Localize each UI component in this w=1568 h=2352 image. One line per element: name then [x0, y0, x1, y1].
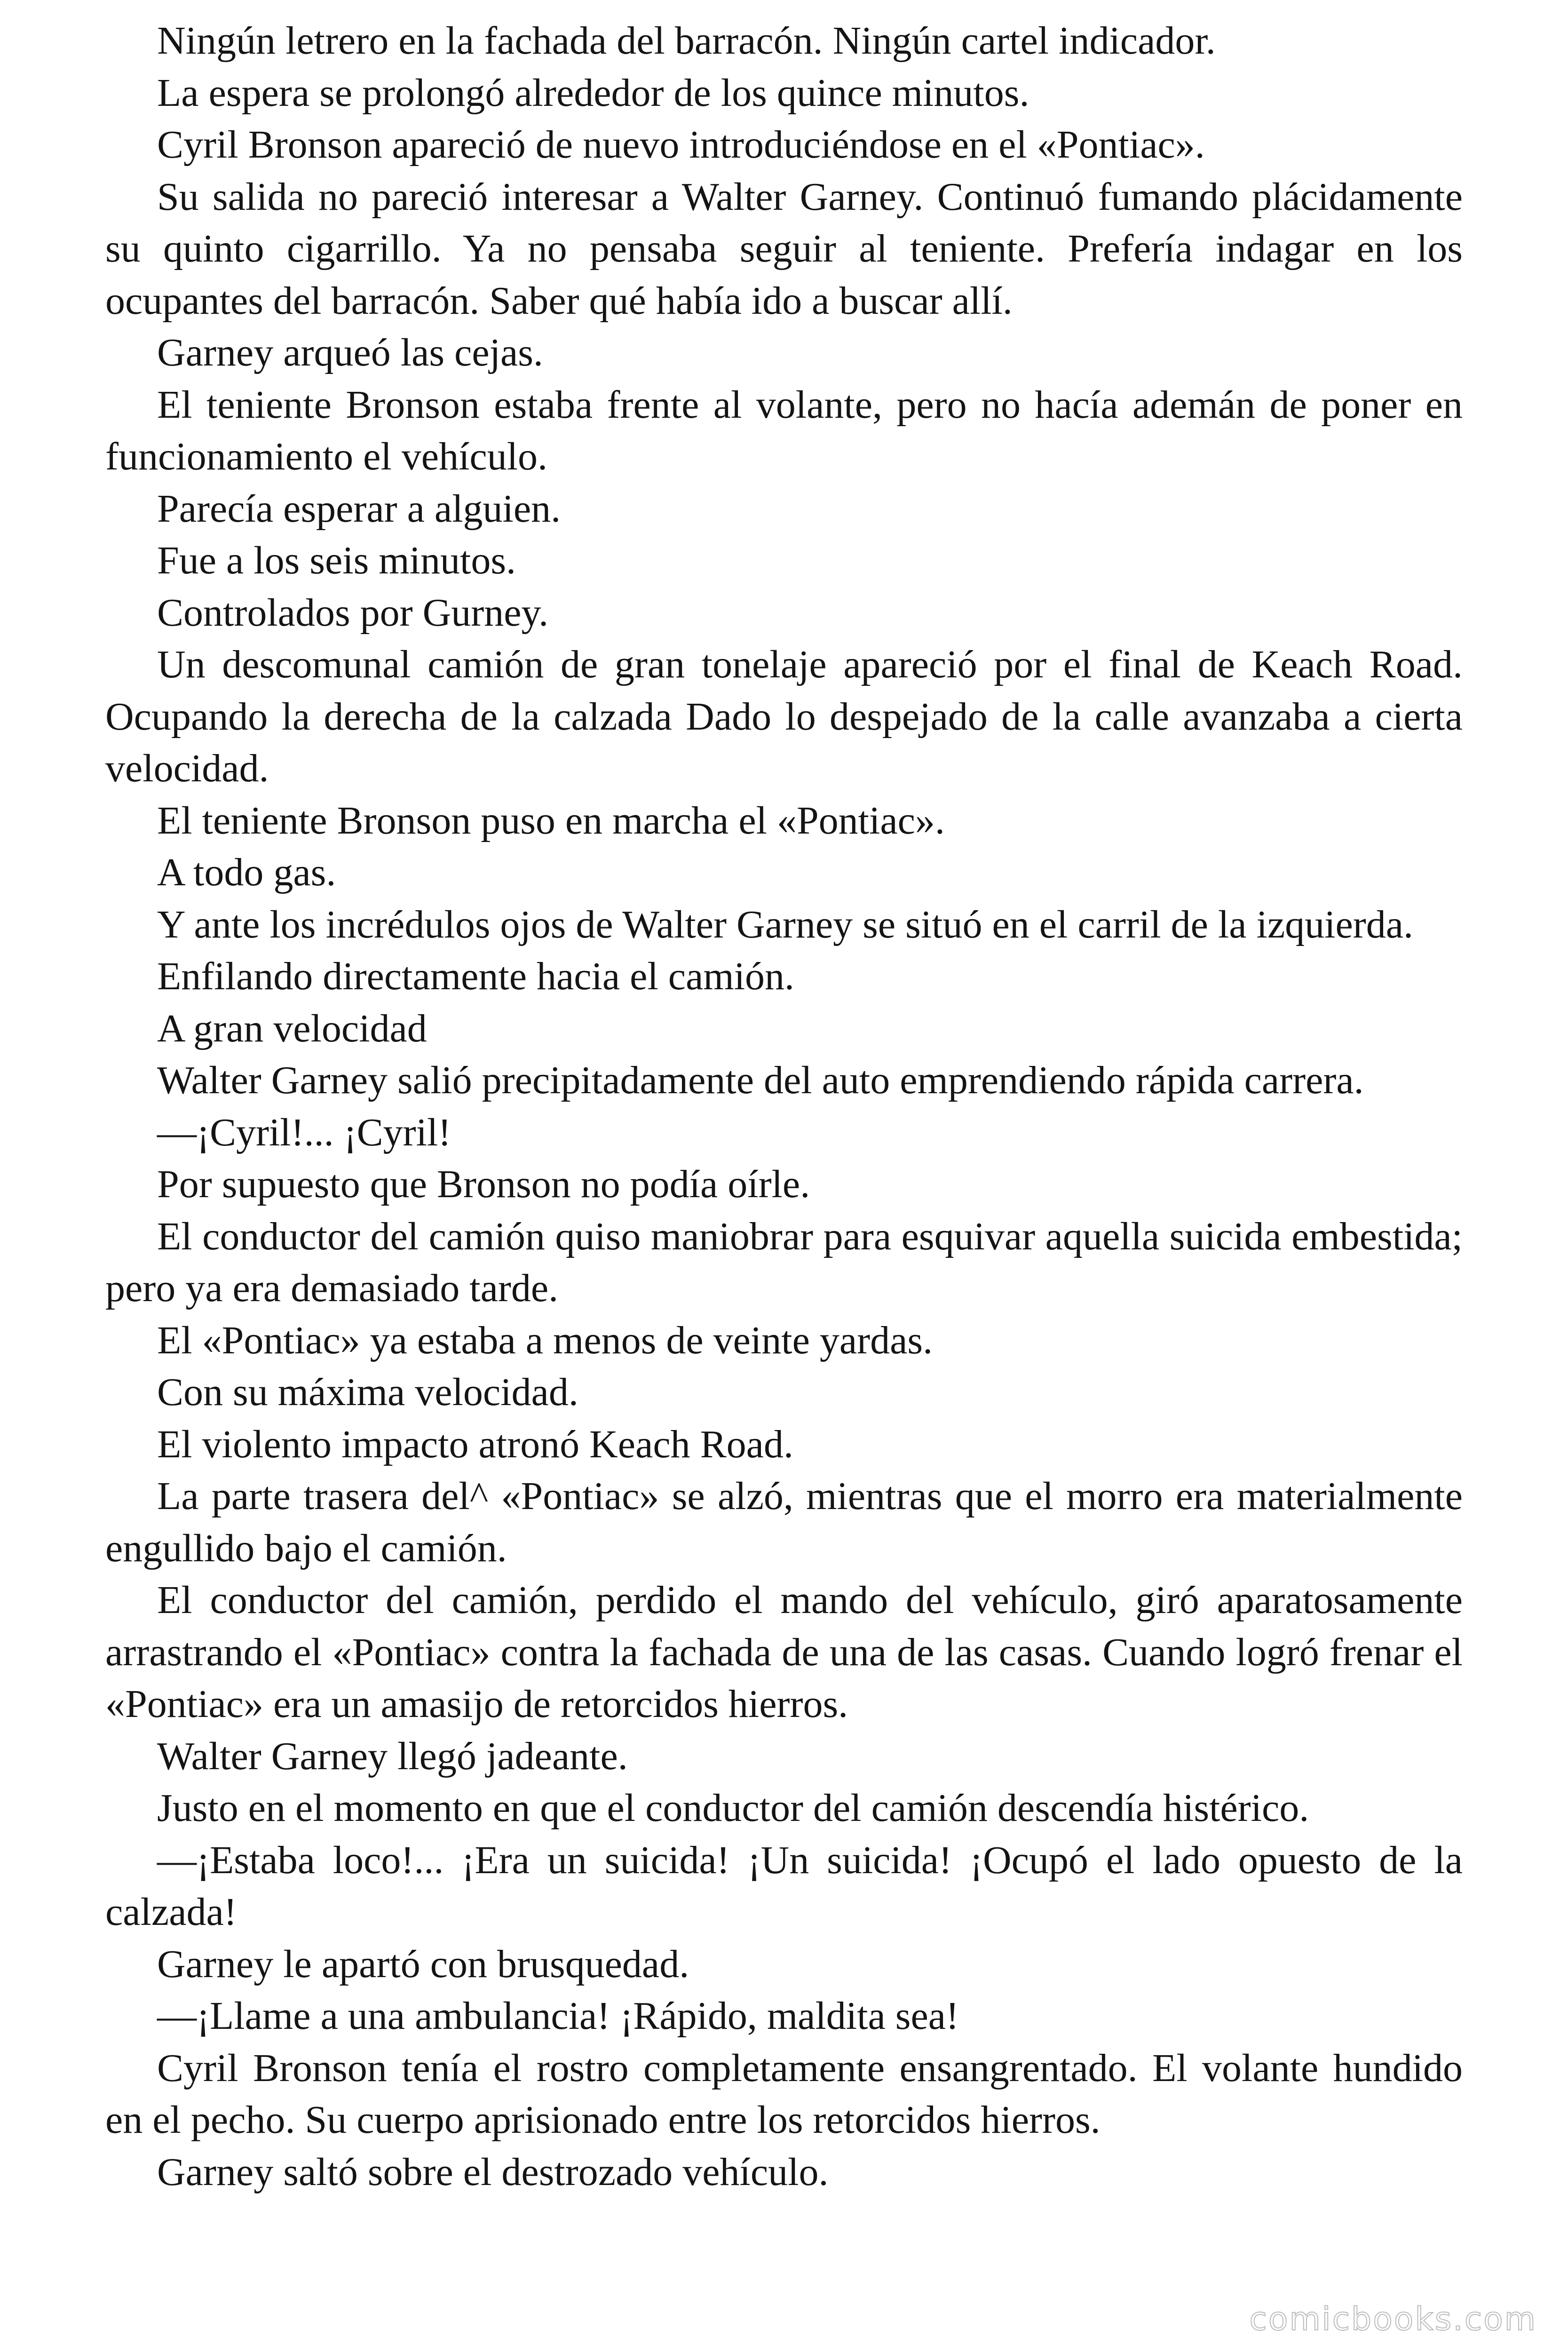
watermark: comicbooks.com — [1249, 2301, 1537, 2338]
paragraph: El «Pontiac» ya estaba a menos de veinte yardas. — [157, 1318, 933, 1362]
paragraph: Walter Garney llegó jadeante. — [157, 1734, 628, 1778]
body-text — [105, 15, 1463, 2198]
paragraph: Y ante los incrédulos ojos de Walter Garney se situó en el carril de la izquierda. — [157, 902, 1413, 946]
paragraph: Cyril Bronson tenía el rostro completamente ensangrentado. El volante hundido en el pecho. Su cuerpo aprisionado entre los retorcidos hierros. — [105, 2046, 1463, 2142]
paragraph: Justo en el momento en que el conductor del camión descendía histérico. — [157, 1786, 1309, 1830]
paragraph: Su salida no pareció interesar a Walter Garney. Continuó fumando plácidamente su quinto cigarrillo. Ya no pensaba seguir al teniente. Prefería indagar en los ocupantes del barracón. Saber qué había ido a buscar allí. — [105, 175, 1463, 323]
paragraph: Enfilando directamente hacia el camión. — [157, 954, 795, 998]
paragraph: Garney arqueó las cejas. — [157, 331, 543, 374]
paragraph: La espera se prolongó alrededor de los quince minutos. — [157, 71, 1029, 115]
paragraph: Walter Garney salió precipitadamente del auto emprendiendo rápida carrera. — [157, 1058, 1364, 1102]
paragraph: Un descomunal camión de gran tonelaje apareció por el final de Keach Road. Ocupando la derecha de la calzada Dado lo despejado de la calle avanzaba a cierta velocidad. — [105, 643, 1463, 790]
paragraph: —¡Estaba loco!... ¡Era un suicida! ¡Un suicida! ¡Ocupó el lado opuesto de la calzada! — [105, 1838, 1463, 1934]
paragraph: La parte trasera del^ «Pontiac» se alzó, mientras que el morro era materialmente engullido bajo el camión. — [105, 1474, 1463, 1570]
paragraph: Por supuesto que Bronson no podía oírle. — [157, 1162, 810, 1206]
paragraph: Con su máxima velocidad. — [157, 1370, 578, 1414]
paragraph: El violento impacto atronó Keach Road. — [157, 1422, 793, 1466]
paragraph: Controlados por Gurney. — [157, 590, 549, 635]
paragraph: Cyril Bronson apareció de nuevo introduciéndose en el «Pontiac». — [157, 123, 1205, 167]
paragraph: Fue a los seis minutos. — [157, 539, 516, 582]
paragraph: A todo gas. — [157, 850, 336, 894]
paragraph: —¡Cyril!... ¡Cyril! — [157, 1110, 451, 1154]
paragraph: Parecía esperar a alguien. — [157, 486, 561, 531]
paragraph: El teniente Bronson estaba frente al volante, pero no hacía ademán de poner en funcionamiento el vehículo. — [105, 382, 1463, 478]
paragraph: El conductor del camión quiso maniobrar para esquivar aquella suicida embestida; pero ya era demasiado tarde. — [105, 1214, 1463, 1310]
paragraph: Ningún letrero en la fachada del barracón. Ningún cartel indicador. — [157, 19, 1216, 63]
paragraph: El conductor del camión, perdido el mando del vehículo, giró aparatosamente arrastrando el «Pontiac» contra la fachada de una de las casas. Cuando logró frenar el «Pontiac» era un amasijo de retorcidos hierros. — [105, 1578, 1463, 1726]
paragraph: Garney le apartó con brusquedad. — [157, 1942, 689, 1986]
paragraph: El teniente Bronson puso en marcha el «Pontiac». — [157, 798, 945, 842]
paragraph: A gran velocidad — [157, 1006, 427, 1050]
paragraph: —¡Llame a una ambulancia! ¡Rápido, maldita sea! — [157, 1994, 959, 2038]
paragraph: Garney saltó sobre el destrozado vehículo. — [157, 2150, 829, 2194]
